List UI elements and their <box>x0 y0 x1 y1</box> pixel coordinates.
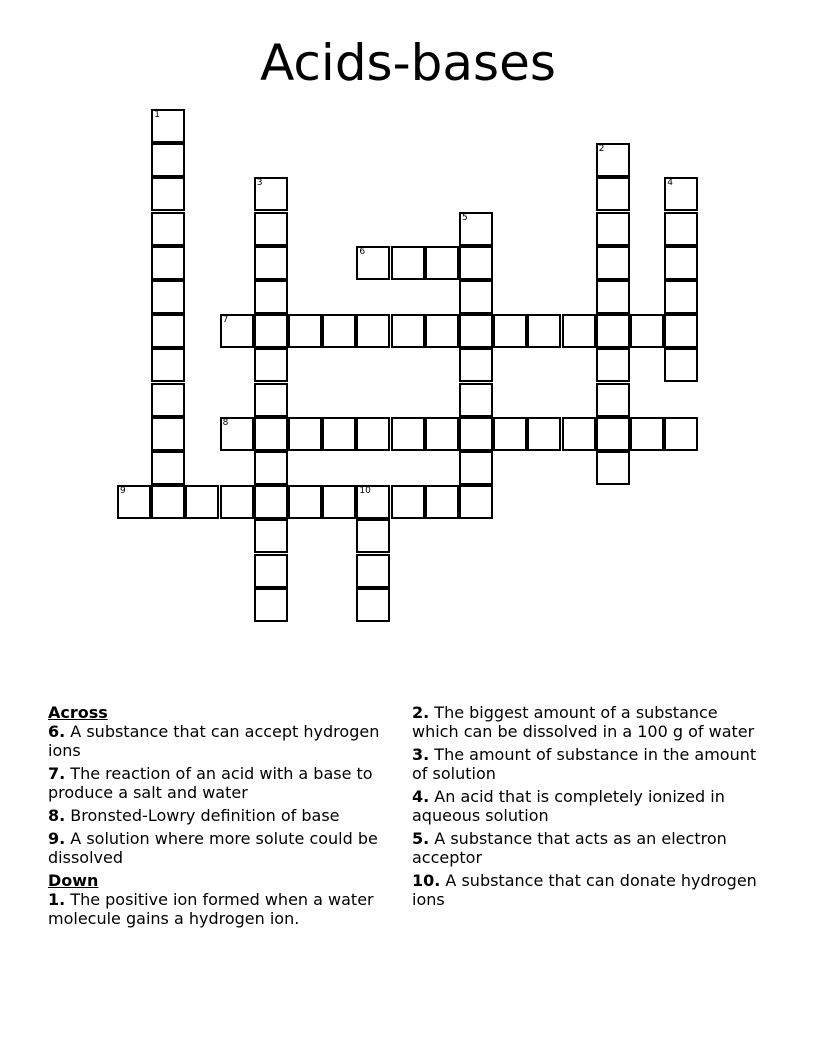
grid-cell[interactable] <box>562 314 596 348</box>
clues-right-column <box>412 703 762 913</box>
grid-cell[interactable] <box>254 383 288 417</box>
grid-cell[interactable] <box>151 451 185 485</box>
across-clue-6 <box>48 722 398 760</box>
grid-cell[interactable] <box>322 417 356 451</box>
grid-cell[interactable] <box>596 451 630 485</box>
clue-number-label: 9 <box>120 486 126 497</box>
grid-cell[interactable] <box>664 417 698 451</box>
grid-cell[interactable] <box>220 314 254 348</box>
clue-text: A substance that can donate hydrogen ions <box>412 871 757 909</box>
clue-number: 7. <box>48 764 66 783</box>
grid-cell[interactable] <box>151 417 185 451</box>
across-heading: Across <box>48 703 108 722</box>
clue-number: 9. <box>48 829 66 848</box>
clue-text: A substance that acts as an electron acceptor <box>412 829 727 867</box>
clue-text: The biggest amount of a substance which can be dissolved in a 100 g of water <box>412 703 755 741</box>
grid-cell[interactable] <box>151 177 185 211</box>
grid-cell[interactable] <box>630 417 664 451</box>
grid-cell[interactable] <box>459 417 493 451</box>
down-clue-2 <box>412 703 762 741</box>
clue-number: 4. <box>412 787 430 806</box>
grid-cell[interactable] <box>151 280 185 314</box>
grid-cell[interactable] <box>151 314 185 348</box>
grid-cell[interactable] <box>288 314 322 348</box>
clue-number-label: 3 <box>256 178 263 189</box>
grid-cell[interactable] <box>356 246 390 280</box>
clue-text: The reaction of an acid with a base to produce a salt and water <box>48 764 373 802</box>
clue-number: 5. <box>412 829 430 848</box>
grid-cell[interactable] <box>220 417 254 451</box>
grid-cell[interactable] <box>117 485 151 519</box>
down-clue-10 <box>412 871 762 909</box>
clue-number: 1. <box>48 890 66 909</box>
grid-cell[interactable] <box>630 314 664 348</box>
grid-cell[interactable] <box>254 554 288 588</box>
clue-text: Bronsted-Lowry definition of base <box>65 806 340 825</box>
grid-cell[interactable] <box>596 177 630 211</box>
clue-number-label: 10 <box>359 486 371 497</box>
clue-number-label: 7 <box>222 315 229 326</box>
down-clue-3 <box>412 745 762 783</box>
grid-cell[interactable] <box>254 417 288 451</box>
grid-cell[interactable] <box>459 280 493 314</box>
grid-cell[interactable] <box>493 314 527 348</box>
grid-cell[interactable] <box>254 177 288 211</box>
grid-cell[interactable] <box>596 314 630 348</box>
grid-cell[interactable] <box>664 348 698 382</box>
clues-left-column <box>48 703 398 930</box>
clue-number: 8. <box>48 806 66 825</box>
grid-cell[interactable] <box>425 314 459 348</box>
clue-number-label: 2 <box>598 144 605 155</box>
grid-cell[interactable] <box>254 280 288 314</box>
grid-cell[interactable] <box>151 348 185 382</box>
clue-text: An acid that is completely ionized in aqueous solution <box>412 787 725 825</box>
grid-cell[interactable] <box>459 485 493 519</box>
down-clue-5 <box>412 829 762 867</box>
grid-cell[interactable] <box>151 143 185 177</box>
grid-cell[interactable] <box>596 280 630 314</box>
grid-cell[interactable] <box>391 314 425 348</box>
across-clue-9 <box>48 829 398 867</box>
grid-cell[interactable] <box>459 212 493 246</box>
grid-cell[interactable] <box>664 280 698 314</box>
grid-cell[interactable] <box>151 383 185 417</box>
grid-cell[interactable] <box>459 314 493 348</box>
grid-cell[interactable] <box>356 588 390 622</box>
clue-number-label: 1 <box>154 110 160 120</box>
page-title: Acids-bases <box>260 34 556 92</box>
grid-cell[interactable] <box>493 417 527 451</box>
grid-cell[interactable] <box>254 588 288 622</box>
grid-cell[interactable] <box>288 485 322 519</box>
grid-cell[interactable] <box>288 417 322 451</box>
clue-text: A substance that can accept hydrogen ions <box>48 722 380 760</box>
clue-number-label: 6 <box>359 246 366 257</box>
clue-text: A solution where more solute could be dissolved <box>48 829 378 867</box>
grid-cell[interactable] <box>664 212 698 246</box>
grid-cell[interactable] <box>254 246 288 280</box>
grid-cell[interactable] <box>322 314 356 348</box>
grid-cell[interactable] <box>254 212 288 246</box>
grid-cell[interactable] <box>254 485 288 519</box>
clue-text: The amount of substance in the amount of solution <box>412 745 757 783</box>
grid-cell[interactable] <box>220 485 254 519</box>
grid-cell[interactable] <box>151 485 185 519</box>
grid-cell[interactable] <box>151 109 185 143</box>
grid-cell[interactable] <box>356 417 390 451</box>
grid-cell[interactable] <box>596 348 630 382</box>
grid-cell[interactable] <box>254 451 288 485</box>
grid-cell[interactable] <box>596 383 630 417</box>
grid-cell[interactable] <box>596 212 630 246</box>
down-clue-4 <box>412 787 762 825</box>
clue-text: The positive ion formed when a water molecule gains a hydrogen ion. <box>48 890 374 928</box>
grid-cell[interactable] <box>596 143 630 177</box>
grid-cell[interactable] <box>459 348 493 382</box>
grid-cell[interactable] <box>254 348 288 382</box>
grid-cell[interactable] <box>459 451 493 485</box>
grid-cell[interactable] <box>356 519 390 553</box>
grid-cell[interactable] <box>596 246 630 280</box>
grid-cell[interactable] <box>185 485 219 519</box>
grid-cell[interactable] <box>391 485 425 519</box>
across-clue-7 <box>48 764 398 802</box>
clue-number: 10. <box>412 871 441 890</box>
grid-cell[interactable] <box>527 314 561 348</box>
grid-cell[interactable] <box>459 246 493 280</box>
grid-cell[interactable] <box>527 417 561 451</box>
clue-number-label: 4 <box>667 178 673 189</box>
grid-cell[interactable] <box>425 485 459 519</box>
grid-cell[interactable] <box>596 417 630 451</box>
grid-cell[interactable] <box>459 383 493 417</box>
clue-number-label: 8 <box>222 417 229 428</box>
clue-number: 3. <box>412 745 430 764</box>
grid-cell[interactable] <box>254 519 288 553</box>
grid-cell[interactable] <box>151 212 185 246</box>
clue-number: 2. <box>412 703 430 722</box>
down-heading: Down <box>48 871 99 890</box>
clue-number-label: 5 <box>462 212 468 223</box>
across-clue-8 <box>48 806 398 825</box>
grid-cell[interactable] <box>664 177 698 211</box>
grid-cell[interactable] <box>356 314 390 348</box>
down-clue-1 <box>48 890 398 928</box>
grid-cell[interactable] <box>391 246 425 280</box>
grid-cell[interactable] <box>562 417 596 451</box>
grid-cell[interactable] <box>322 485 356 519</box>
grid-cell[interactable] <box>425 417 459 451</box>
grid-cell[interactable] <box>425 246 459 280</box>
grid-cell[interactable] <box>356 554 390 588</box>
grid-cell[interactable] <box>664 314 698 348</box>
grid-cell[interactable] <box>151 246 185 280</box>
grid-cell[interactable] <box>664 246 698 280</box>
clue-number: 6. <box>48 722 66 741</box>
grid-cell[interactable] <box>356 485 390 519</box>
grid-cell[interactable] <box>254 314 288 348</box>
grid-cell[interactable] <box>391 417 425 451</box>
